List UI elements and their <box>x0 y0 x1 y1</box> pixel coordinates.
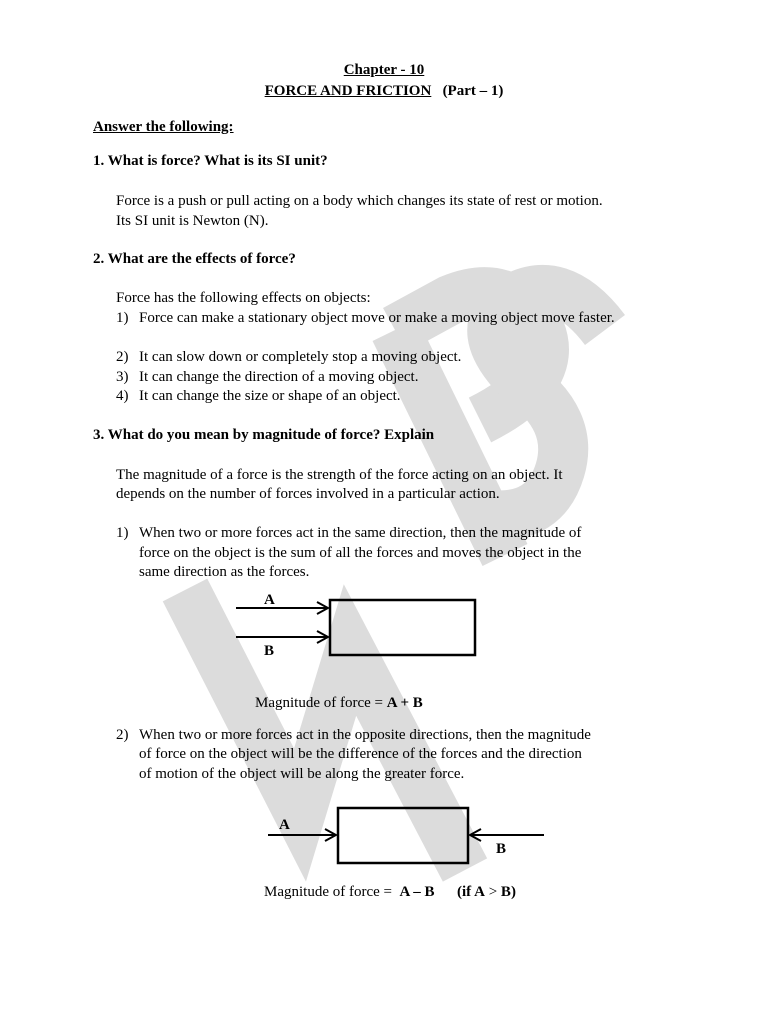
effects-intro: Force has the following effects on objects: <box>116 290 371 306</box>
list-number: 3) <box>116 369 129 385</box>
chapter-heading: Chapter - 10 <box>343 62 425 78</box>
condition-a: A <box>474 884 485 900</box>
case-2-line-3: of motion of the object will be along the greater force. <box>139 766 465 782</box>
case-2-line-2: of force on the object will be the difference of the forces and the direction <box>139 746 582 762</box>
condition-open: (if <box>457 884 475 900</box>
case-1-number: 1) <box>116 525 129 541</box>
list-text: It can change the size or shape of an object. <box>139 388 401 404</box>
case-2-number: 2) <box>116 727 129 743</box>
force-label-a: A <box>279 817 290 833</box>
condition-b: B <box>500 884 511 900</box>
list-text: Force can make a stationary object move or make a moving object move faster. <box>139 310 615 326</box>
list-item <box>116 387 708 407</box>
formula-difference <box>264 883 516 903</box>
formula-sum <box>255 694 423 714</box>
title-text: FORCE AND FRICTION <box>264 83 432 99</box>
question-3: 3. What do you mean by magnitude of force? Explain <box>93 427 435 443</box>
formula-prefix: Magnitude of force = <box>264 884 396 900</box>
force-label-a: A <box>264 592 275 608</box>
question-1: 1. What is force? What is its SI unit? <box>93 153 328 169</box>
condition-close: ) <box>510 884 516 900</box>
force-label-b: B <box>264 643 275 659</box>
formula-expression: A + B <box>386 695 423 711</box>
formula-expression: A – B <box>399 884 435 900</box>
list-text: It can change the direction of a moving object. <box>139 369 419 385</box>
case-2-line-1: When two or more forces act in the opposite directions, then the magnitude <box>139 727 591 743</box>
answer-1-line-2: Its SI unit is Newton (N). <box>116 213 269 229</box>
object-box <box>330 600 475 655</box>
force-label-b: B <box>496 841 507 857</box>
formula-prefix: Magnitude of force = <box>255 695 387 711</box>
object-box <box>338 808 468 863</box>
watermark-letter-p <box>395 292 544 555</box>
answer-1-line-1: Force is a push or pull acting on a body which changes its state of rest or motion. <box>116 193 603 209</box>
list-item <box>116 348 708 368</box>
condition-gt: > <box>484 884 501 900</box>
instruction-heading: Answer the following: <box>93 119 234 135</box>
list-number: 1) <box>116 310 129 326</box>
page-title <box>0 82 768 102</box>
list-item <box>116 368 708 388</box>
case-1-line-3: same direction as the forces. <box>139 564 310 580</box>
case-1-line-2: force on the object is the sum of all the forces and moves the object in the <box>139 545 582 561</box>
magnitude-intro-line-1: The magnitude of a force is the strength of the force acting on an object. It <box>116 467 563 483</box>
list-text: It can slow down or completely stop a moving object. <box>139 349 462 365</box>
list-number: 4) <box>116 388 129 404</box>
list-number: 2) <box>116 349 129 365</box>
magnitude-intro-line-2: depends on the number of forces involved in a particular action. <box>116 486 500 502</box>
part-label: (Part – 1) <box>442 83 504 99</box>
list-item <box>116 309 708 329</box>
opposite-direction-diagram <box>262 802 552 872</box>
case-1-line-1: When two or more forces act in the same direction, then the magnitude of <box>139 525 582 541</box>
question-2: 2. What are the effects of force? <box>93 251 296 267</box>
